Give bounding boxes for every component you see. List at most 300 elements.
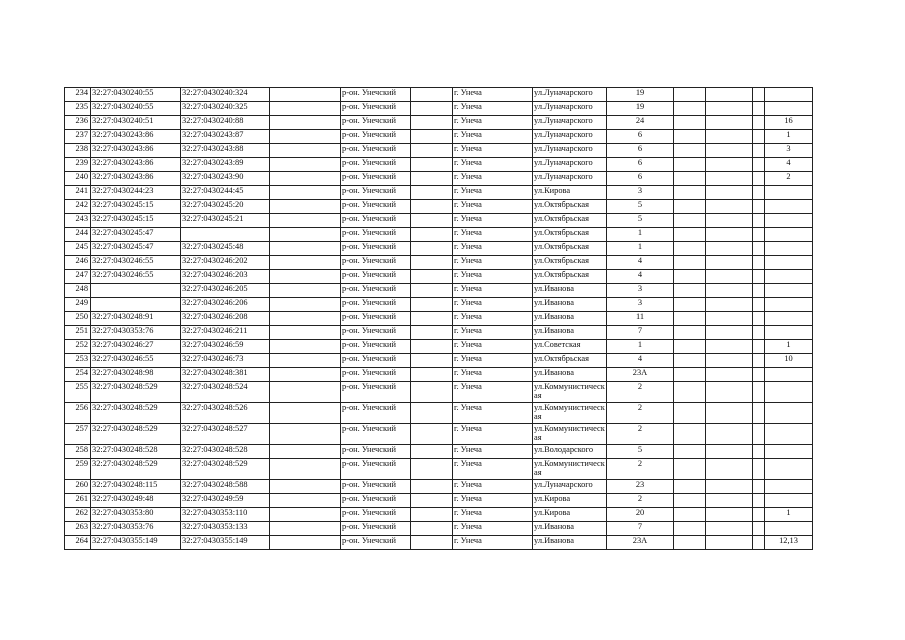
house-number: 6 — [607, 172, 674, 186]
city: г. Унеча — [453, 368, 533, 382]
empty-cell — [411, 403, 453, 424]
parent-cadastral-number: 32:27:0430240:55 — [91, 102, 181, 116]
house-number: 5 — [607, 445, 674, 459]
empty-cell — [753, 172, 765, 186]
row-number: 236 — [65, 116, 91, 130]
table-row — [65, 228, 813, 242]
cadastral-number: 32:27:0430243:87 — [181, 130, 270, 144]
empty-cell — [753, 354, 765, 368]
district: р-он. Унечский — [341, 130, 411, 144]
empty-cell — [753, 88, 765, 102]
empty-cell — [270, 214, 341, 228]
apartment-number — [765, 256, 813, 270]
street: ул.Иванова — [533, 312, 607, 326]
empty-cell — [706, 508, 753, 522]
empty-cell — [411, 116, 453, 130]
district: р-он. Унечский — [341, 88, 411, 102]
empty-cell — [674, 88, 706, 102]
house-number: 2 — [607, 382, 674, 403]
empty-cell — [674, 424, 706, 445]
cadastral-number: 32:27:0430240:325 — [181, 102, 270, 116]
city: г. Унеча — [453, 459, 533, 480]
parent-cadastral-number: 32:27:0430240:55 — [91, 88, 181, 102]
house-number: 23А — [607, 368, 674, 382]
empty-cell — [674, 200, 706, 214]
parent-cadastral-number: 32:27:0430248:528 — [91, 445, 181, 459]
city: г. Унеча — [453, 102, 533, 116]
parent-cadastral-number: 32:27:0430244:23 — [91, 186, 181, 200]
empty-cell — [411, 228, 453, 242]
parent-cadastral-number: 32:27:0430246:55 — [91, 354, 181, 368]
parent-cadastral-number: 32:27:0430243:86 — [91, 172, 181, 186]
table-row — [65, 298, 813, 312]
district: р-он. Унечский — [341, 403, 411, 424]
empty-cell — [411, 172, 453, 186]
empty-cell — [411, 242, 453, 256]
city: г. Унеча — [453, 340, 533, 354]
empty-cell — [753, 284, 765, 298]
empty-cell — [674, 522, 706, 536]
apartment-number: 1 — [765, 340, 813, 354]
district: р-он. Унечский — [341, 116, 411, 130]
empty-cell — [270, 480, 341, 494]
empty-cell — [674, 403, 706, 424]
district: р-он. Унечский — [341, 158, 411, 172]
district: р-он. Унечский — [341, 368, 411, 382]
parent-cadastral-number — [91, 298, 181, 312]
city: г. Унеча — [453, 172, 533, 186]
empty-cell — [753, 382, 765, 403]
empty-cell — [753, 424, 765, 445]
district: р-он. Унечский — [341, 186, 411, 200]
row-number: 249 — [65, 298, 91, 312]
cadastral-number: 32:27:0430246:211 — [181, 326, 270, 340]
property-register-table — [64, 87, 813, 550]
city: г. Унеча — [453, 214, 533, 228]
empty-cell — [411, 522, 453, 536]
empty-cell — [753, 312, 765, 326]
row-number: 252 — [65, 340, 91, 354]
table-body — [65, 88, 813, 550]
street: ул.Луначарского — [533, 480, 607, 494]
street: ул.Кирова — [533, 494, 607, 508]
empty-cell — [270, 354, 341, 368]
empty-cell — [411, 536, 453, 550]
apartment-number — [765, 522, 813, 536]
row-number: 254 — [65, 368, 91, 382]
district: р-он. Унечский — [341, 214, 411, 228]
apartment-number: 1 — [765, 508, 813, 522]
street: ул.Советская — [533, 340, 607, 354]
empty-cell — [706, 284, 753, 298]
street: ул.Кирова — [533, 186, 607, 200]
street: ул.Володарского — [533, 445, 607, 459]
table-row — [65, 130, 813, 144]
empty-cell — [753, 200, 765, 214]
cadastral-number — [181, 228, 270, 242]
empty-cell — [753, 326, 765, 340]
empty-cell — [411, 354, 453, 368]
table-row — [65, 270, 813, 284]
row-number: 250 — [65, 312, 91, 326]
empty-cell — [411, 382, 453, 403]
empty-cell — [753, 256, 765, 270]
empty-cell — [674, 354, 706, 368]
empty-cell — [674, 270, 706, 284]
street: ул.Октябрьская — [533, 270, 607, 284]
apartment-number — [765, 326, 813, 340]
empty-cell — [674, 508, 706, 522]
row-number: 262 — [65, 508, 91, 522]
table-row — [65, 186, 813, 200]
table-row — [65, 242, 813, 256]
apartment-number — [765, 480, 813, 494]
table-row — [65, 424, 813, 445]
empty-cell — [411, 494, 453, 508]
street: ул.Иванова — [533, 326, 607, 340]
empty-cell — [270, 158, 341, 172]
empty-cell — [706, 326, 753, 340]
city: г. Унеча — [453, 186, 533, 200]
street: ул.Октябрьская — [533, 214, 607, 228]
empty-cell — [270, 382, 341, 403]
empty-cell — [674, 445, 706, 459]
empty-cell — [706, 158, 753, 172]
empty-cell — [753, 480, 765, 494]
empty-cell — [270, 270, 341, 284]
district: р-он. Унечский — [341, 522, 411, 536]
apartment-number: 1 — [765, 130, 813, 144]
apartment-number: 2 — [765, 172, 813, 186]
district: р-он. Унечский — [341, 508, 411, 522]
cadastral-number: 32:27:0430246:208 — [181, 312, 270, 326]
parent-cadastral-number: 32:27:0430248:98 — [91, 368, 181, 382]
table-row — [65, 382, 813, 403]
street: ул.Октябрьская — [533, 228, 607, 242]
apartment-number: 10 — [765, 354, 813, 368]
street: ул.Луначарского — [533, 172, 607, 186]
parent-cadastral-number: 32:27:0430353:76 — [91, 326, 181, 340]
empty-cell — [706, 354, 753, 368]
empty-cell — [674, 326, 706, 340]
parent-cadastral-number: 32:27:0430246:27 — [91, 340, 181, 354]
empty-cell — [753, 508, 765, 522]
empty-cell — [706, 186, 753, 200]
parent-cadastral-number: 32:27:0430248:91 — [91, 312, 181, 326]
apartment-number — [765, 403, 813, 424]
empty-cell — [706, 480, 753, 494]
table-row — [65, 480, 813, 494]
house-number: 1 — [607, 340, 674, 354]
house-number: 2 — [607, 494, 674, 508]
parent-cadastral-number: 32:27:0430353:80 — [91, 508, 181, 522]
empty-cell — [753, 298, 765, 312]
row-number: 245 — [65, 242, 91, 256]
empty-cell — [411, 88, 453, 102]
district: р-он. Унечский — [341, 382, 411, 403]
house-number: 4 — [607, 354, 674, 368]
empty-cell — [753, 186, 765, 200]
empty-cell — [674, 116, 706, 130]
apartment-number — [765, 382, 813, 403]
city: г. Унеча — [453, 284, 533, 298]
empty-cell — [674, 298, 706, 312]
table-row — [65, 340, 813, 354]
empty-cell — [674, 158, 706, 172]
empty-cell — [706, 403, 753, 424]
empty-cell — [270, 403, 341, 424]
empty-cell — [706, 214, 753, 228]
city: г. Унеча — [453, 228, 533, 242]
cadastral-number: 32:27:0430248:381 — [181, 368, 270, 382]
street: ул.Луначарского — [533, 144, 607, 158]
empty-cell — [411, 284, 453, 298]
row-number: 261 — [65, 494, 91, 508]
house-number: 1 — [607, 228, 674, 242]
empty-cell — [753, 403, 765, 424]
city: г. Унеча — [453, 298, 533, 312]
district: р-он. Унечский — [341, 228, 411, 242]
parent-cadastral-number: 32:27:0430355:149 — [91, 536, 181, 550]
row-number: 238 — [65, 144, 91, 158]
empty-cell — [270, 228, 341, 242]
empty-cell — [674, 536, 706, 550]
cadastral-number: 32:27:0430246:206 — [181, 298, 270, 312]
table-row — [65, 403, 813, 424]
empty-cell — [270, 172, 341, 186]
apartment-number — [765, 494, 813, 508]
apartment-number: 4 — [765, 158, 813, 172]
empty-cell — [706, 368, 753, 382]
empty-cell — [706, 228, 753, 242]
street: ул.Октябрьская — [533, 242, 607, 256]
empty-cell — [270, 284, 341, 298]
district: р-он. Унечский — [341, 326, 411, 340]
house-number: 5 — [607, 200, 674, 214]
table-row — [65, 459, 813, 480]
row-number: 256 — [65, 403, 91, 424]
street: ул.Иванова — [533, 368, 607, 382]
row-number: 257 — [65, 424, 91, 445]
parent-cadastral-number: 32:27:0430248:529 — [91, 459, 181, 480]
empty-cell — [706, 116, 753, 130]
table-row — [65, 256, 813, 270]
empty-cell — [411, 298, 453, 312]
district: р-он. Унечский — [341, 536, 411, 550]
parent-cadastral-number — [91, 284, 181, 298]
cadastral-number: 32:27:0430245:48 — [181, 242, 270, 256]
city: г. Унеча — [453, 403, 533, 424]
street: ул.Луначарского — [533, 88, 607, 102]
city: г. Унеча — [453, 480, 533, 494]
empty-cell — [706, 536, 753, 550]
empty-cell — [674, 494, 706, 508]
district: р-он. Унечский — [341, 480, 411, 494]
empty-cell — [270, 116, 341, 130]
city: г. Унеча — [453, 382, 533, 403]
table-row — [65, 158, 813, 172]
empty-cell — [270, 186, 341, 200]
empty-cell — [753, 144, 765, 158]
table-row — [65, 312, 813, 326]
city: г. Унеча — [453, 424, 533, 445]
empty-cell — [674, 340, 706, 354]
row-number: 264 — [65, 536, 91, 550]
table-row — [65, 445, 813, 459]
district: р-он. Унечский — [341, 459, 411, 480]
district: р-он. Унечский — [341, 298, 411, 312]
city: г. Унеча — [453, 256, 533, 270]
district: р-он. Унечский — [341, 270, 411, 284]
house-number: 11 — [607, 312, 674, 326]
cadastral-number: 32:27:0430246:202 — [181, 256, 270, 270]
district: р-он. Унечский — [341, 445, 411, 459]
street: ул.Иванова — [533, 536, 607, 550]
parent-cadastral-number: 32:27:0430245:15 — [91, 214, 181, 228]
empty-cell — [674, 382, 706, 403]
empty-cell — [270, 522, 341, 536]
row-number: 235 — [65, 102, 91, 116]
house-number: 3 — [607, 284, 674, 298]
row-number: 263 — [65, 522, 91, 536]
city: г. Унеча — [453, 354, 533, 368]
cadastral-number: 32:27:0430244:45 — [181, 186, 270, 200]
street: ул.Луначарского — [533, 130, 607, 144]
house-number: 3 — [607, 186, 674, 200]
empty-cell — [674, 480, 706, 494]
street: ул.Октябрьская — [533, 256, 607, 270]
empty-cell — [706, 424, 753, 445]
apartment-number — [765, 200, 813, 214]
row-number: 239 — [65, 158, 91, 172]
table-row — [65, 88, 813, 102]
city: г. Унеча — [453, 312, 533, 326]
city: г. Унеча — [453, 445, 533, 459]
row-number: 259 — [65, 459, 91, 480]
apartment-number — [765, 88, 813, 102]
street: ул.Луначарского — [533, 102, 607, 116]
district: р-он. Унечский — [341, 424, 411, 445]
empty-cell — [706, 256, 753, 270]
empty-cell — [411, 186, 453, 200]
district: р-он. Унечский — [341, 354, 411, 368]
empty-cell — [753, 536, 765, 550]
apartment-number — [765, 214, 813, 228]
city: г. Унеча — [453, 116, 533, 130]
cadastral-number: 32:27:0430243:89 — [181, 158, 270, 172]
district: р-он. Унечский — [341, 340, 411, 354]
row-number: 237 — [65, 130, 91, 144]
empty-cell — [706, 445, 753, 459]
apartment-number — [765, 242, 813, 256]
empty-cell — [753, 522, 765, 536]
empty-cell — [753, 368, 765, 382]
parent-cadastral-number: 32:27:0430249:48 — [91, 494, 181, 508]
table-row — [65, 116, 813, 130]
cadastral-number: 32:27:0430248:526 — [181, 403, 270, 424]
district: р-он. Унечский — [341, 242, 411, 256]
empty-cell — [270, 536, 341, 550]
cadastral-number: 32:27:0430246:59 — [181, 340, 270, 354]
cadastral-number: 32:27:0430243:90 — [181, 172, 270, 186]
empty-cell — [706, 242, 753, 256]
city: г. Унеча — [453, 270, 533, 284]
parent-cadastral-number: 32:27:0430248:529 — [91, 424, 181, 445]
empty-cell — [706, 494, 753, 508]
parent-cadastral-number: 32:27:0430248:529 — [91, 382, 181, 403]
city: г. Унеча — [453, 144, 533, 158]
empty-cell — [753, 102, 765, 116]
empty-cell — [411, 130, 453, 144]
parent-cadastral-number: 32:27:0430240:51 — [91, 116, 181, 130]
street: ул.Коммунистическая — [533, 459, 607, 480]
empty-cell — [753, 270, 765, 284]
empty-cell — [674, 284, 706, 298]
empty-cell — [270, 326, 341, 340]
street: ул.Коммунистическая — [533, 382, 607, 403]
empty-cell — [411, 459, 453, 480]
house-number: 3 — [607, 298, 674, 312]
city: г. Унеча — [453, 88, 533, 102]
empty-cell — [674, 459, 706, 480]
row-number: 244 — [65, 228, 91, 242]
city: г. Унеча — [453, 200, 533, 214]
empty-cell — [270, 445, 341, 459]
house-number: 23А — [607, 536, 674, 550]
empty-cell — [706, 88, 753, 102]
empty-cell — [674, 172, 706, 186]
district: р-он. Унечский — [341, 200, 411, 214]
apartment-number: 3 — [765, 144, 813, 158]
table-row — [65, 102, 813, 116]
cadastral-number: 32:27:0430248:588 — [181, 480, 270, 494]
table-row — [65, 522, 813, 536]
house-number: 19 — [607, 88, 674, 102]
empty-cell — [411, 368, 453, 382]
empty-cell — [270, 242, 341, 256]
city: г. Унеча — [453, 242, 533, 256]
house-number: 4 — [607, 270, 674, 284]
house-number: 4 — [607, 256, 674, 270]
cadastral-number: 32:27:0430355:149 — [181, 536, 270, 550]
apartment-number — [765, 284, 813, 298]
row-number: 248 — [65, 284, 91, 298]
empty-cell — [411, 508, 453, 522]
street: ул.Кирова — [533, 508, 607, 522]
empty-cell — [706, 102, 753, 116]
house-number: 6 — [607, 158, 674, 172]
house-number: 5 — [607, 214, 674, 228]
empty-cell — [411, 144, 453, 158]
empty-cell — [706, 130, 753, 144]
empty-cell — [674, 242, 706, 256]
empty-cell — [674, 256, 706, 270]
empty-cell — [411, 312, 453, 326]
row-number: 243 — [65, 214, 91, 228]
empty-cell — [753, 494, 765, 508]
table-row — [65, 284, 813, 298]
parent-cadastral-number: 32:27:0430248:529 — [91, 403, 181, 424]
parent-cadastral-number: 32:27:0430243:86 — [91, 130, 181, 144]
cadastral-number: 32:27:0430249:59 — [181, 494, 270, 508]
empty-cell — [411, 424, 453, 445]
house-number: 2 — [607, 424, 674, 445]
empty-cell — [270, 144, 341, 158]
street: ул.Коммунистическая — [533, 424, 607, 445]
city: г. Унеча — [453, 494, 533, 508]
street: ул.Луначарского — [533, 116, 607, 130]
table-row — [65, 326, 813, 340]
